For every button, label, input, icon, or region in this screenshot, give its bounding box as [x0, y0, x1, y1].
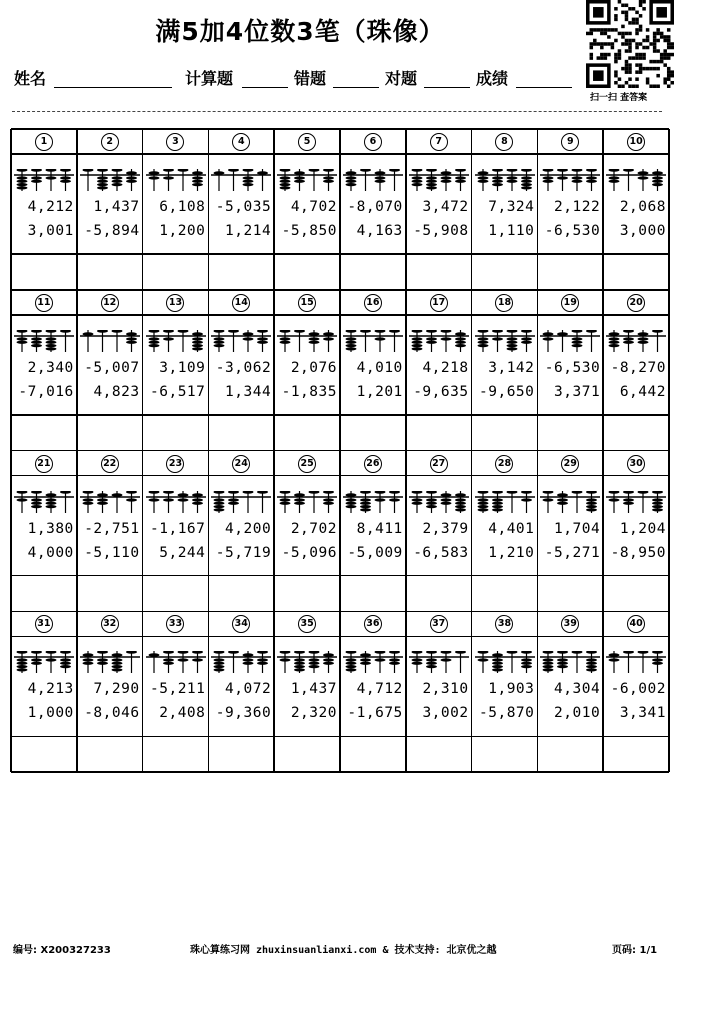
second-number: 1,210 — [488, 544, 535, 561]
problem-number: 5 — [298, 133, 316, 151]
problem-number: 2 — [101, 133, 119, 151]
abacus-image — [277, 330, 337, 352]
problem-number: 29 — [561, 455, 579, 473]
problem-cell — [77, 611, 143, 736]
count-label: 计算题 — [185, 69, 234, 88]
problem-cell — [537, 290, 603, 415]
first-number: -1,167 — [150, 520, 206, 537]
problem-grid — [11, 129, 669, 772]
problem-number: 34 — [232, 615, 250, 633]
problem-number: 32 — [101, 615, 119, 633]
grid-col-line — [273, 129, 275, 772]
problem-cell — [143, 611, 209, 736]
first-number: 4,712 — [356, 681, 403, 698]
abacus-image — [146, 169, 206, 191]
first-number: 7,290 — [93, 681, 140, 698]
problem-number: 26 — [364, 455, 382, 473]
second-number: 3,001 — [27, 223, 74, 239]
problem-number: 23 — [166, 455, 184, 473]
abacus-image — [409, 169, 469, 191]
problem-number: 12 — [101, 294, 119, 312]
problem-number: 36 — [364, 615, 382, 633]
problem-number: 28 — [495, 455, 513, 473]
problem-cell — [406, 451, 472, 576]
problem-number: 20 — [627, 294, 645, 312]
first-number: 8,411 — [356, 520, 403, 537]
problem-number: 35 — [298, 615, 316, 633]
footer-site: 珠心算练习网 zhuxinsuanlianxi.com & 技术支持: 北京优之越 — [190, 945, 497, 956]
abacus-image — [211, 651, 271, 673]
abacus-image — [475, 330, 535, 352]
first-number: 1,903 — [488, 681, 535, 698]
abacus-image — [606, 651, 666, 673]
second-number: 4,163 — [356, 223, 403, 239]
problem-cell — [406, 611, 472, 736]
second-number: -8,046 — [84, 705, 140, 722]
first-number: 3,109 — [159, 359, 206, 376]
right-field-line[interactable] — [424, 87, 470, 88]
abacus-image — [14, 651, 74, 673]
count-field-line[interactable] — [242, 87, 288, 88]
second-number: 1,110 — [488, 223, 535, 239]
grid-col-line — [405, 129, 407, 772]
score-label: 成绩 — [476, 69, 509, 88]
abacus-image — [211, 491, 271, 513]
second-number: -5,271 — [544, 544, 601, 561]
footer-page: 页码: 1/1 — [612, 945, 658, 956]
second-number: -6,583 — [413, 544, 469, 561]
problem-number: 3 — [166, 133, 184, 151]
problem-number: 38 — [495, 615, 513, 633]
second-number: -5,870 — [479, 705, 535, 722]
abacus-image — [343, 330, 403, 352]
problem-cell — [406, 129, 472, 254]
problem-cell — [208, 611, 274, 736]
problem-cell — [208, 451, 274, 576]
second-number: 3,371 — [554, 383, 601, 400]
wrong-label: 错题 — [294, 69, 327, 88]
abacus-image — [343, 169, 403, 191]
problem-cell — [208, 290, 274, 415]
first-number: 4,212 — [27, 199, 74, 215]
first-number: 2,076 — [290, 359, 337, 376]
abacus-image — [80, 651, 140, 673]
qr-caption: 扫一扫 查答案 — [590, 93, 648, 103]
problem-number: 14 — [232, 294, 250, 312]
problem-cell — [406, 290, 472, 415]
second-number: -1,675 — [347, 705, 403, 722]
abacus-image — [277, 651, 337, 673]
problem-number: 21 — [35, 455, 53, 473]
grid-col-line — [602, 129, 604, 772]
first-number: 4,304 — [554, 681, 601, 698]
second-number: 1,200 — [159, 223, 206, 239]
grid-col-line — [537, 129, 539, 772]
first-number: -5,007 — [84, 359, 140, 376]
problem-number: 13 — [166, 294, 184, 312]
second-number: -1,835 — [281, 383, 337, 400]
second-number: -9,635 — [413, 383, 469, 400]
first-number: 4,702 — [290, 199, 337, 215]
problem-cell — [340, 451, 406, 576]
problem-number: 17 — [430, 294, 448, 312]
abacus-image — [475, 491, 535, 513]
problem-number: 4 — [232, 133, 250, 151]
abacus-image — [409, 651, 469, 673]
problem-cell — [603, 451, 669, 576]
problem-cell — [340, 611, 406, 736]
second-number: -5,894 — [84, 223, 140, 239]
wrong-field-line[interactable] — [333, 87, 379, 88]
problem-number: 37 — [430, 615, 448, 633]
abacus-image — [80, 491, 140, 513]
first-number: 1,380 — [27, 520, 74, 537]
problem-cell — [472, 129, 538, 254]
first-number: 1,704 — [554, 520, 601, 537]
abacus-image — [277, 491, 337, 513]
second-number: -6,517 — [150, 383, 206, 400]
abacus-image — [475, 169, 535, 191]
second-number: 1,000 — [27, 705, 74, 722]
second-number: 1,214 — [225, 223, 272, 239]
first-number: 4,010 — [356, 359, 403, 376]
second-number: 2,320 — [290, 705, 337, 722]
second-number: -5,009 — [347, 544, 403, 561]
second-number: 3,002 — [422, 705, 469, 722]
problem-cell — [472, 451, 538, 576]
abacus-image — [146, 651, 206, 673]
second-number: 5,244 — [159, 544, 206, 561]
problem-number: 27 — [430, 455, 448, 473]
problem-cell — [274, 290, 340, 415]
second-number: 3,000 — [619, 223, 666, 239]
problem-cell — [340, 129, 406, 254]
problem-number: 6 — [364, 133, 382, 151]
abacus-image — [409, 330, 469, 352]
abacus-image — [540, 169, 600, 191]
cut-line — [12, 111, 662, 112]
problem-number: 8 — [495, 133, 513, 151]
problem-cell — [537, 451, 603, 576]
name-label: 姓名 — [14, 69, 47, 88]
second-number: 2,010 — [554, 705, 601, 722]
problem-number: 15 — [298, 294, 316, 312]
qr-code — [586, 0, 674, 88]
problem-cell — [11, 129, 77, 254]
second-number: 4,000 — [27, 544, 74, 561]
first-number: 3,142 — [488, 359, 535, 376]
grid-col-line — [471, 129, 473, 772]
problem-cell — [77, 290, 143, 415]
first-number: 2,702 — [290, 520, 337, 537]
second-number: -6,530 — [544, 223, 601, 239]
problem-number: 24 — [232, 455, 250, 473]
problem-number: 1 — [35, 133, 53, 151]
footer-code: 编号: X200327233 — [13, 945, 111, 956]
problem-cell — [274, 611, 340, 736]
problem-cell — [143, 290, 209, 415]
first-number: 7,324 — [488, 199, 535, 215]
first-number: 2,340 — [27, 359, 74, 376]
student-info-row — [14, 66, 584, 90]
second-number: 6,442 — [619, 383, 666, 400]
abacus-image — [211, 330, 271, 352]
first-number: -6,002 — [610, 681, 666, 698]
first-number: -3,062 — [215, 359, 272, 376]
problem-cell — [472, 611, 538, 736]
problem-number: 9 — [561, 133, 579, 151]
first-number: -8,270 — [610, 359, 666, 376]
abacus-image — [343, 651, 403, 673]
first-number: 1,437 — [290, 681, 337, 698]
second-number: -5,850 — [281, 223, 337, 239]
abacus-image — [80, 330, 140, 352]
first-number: 4,401 — [488, 520, 535, 537]
first-number: -5,035 — [215, 199, 272, 215]
grid-col-line — [339, 129, 341, 772]
problem-cell — [472, 290, 538, 415]
first-number: 2,068 — [619, 199, 666, 215]
abacus-image — [14, 169, 74, 191]
second-number: 3,341 — [619, 705, 666, 722]
problem-cell — [537, 129, 603, 254]
abacus-image — [277, 169, 337, 191]
first-number: -5,211 — [150, 681, 206, 698]
second-number: -5,096 — [281, 544, 337, 561]
abacus-image — [146, 330, 206, 352]
grid-col-line — [10, 129, 12, 772]
first-number: -6,530 — [544, 359, 601, 376]
first-number: 3,472 — [422, 199, 469, 215]
abacus-image — [409, 491, 469, 513]
page-title: 满5加4位数3笔（珠像） — [155, 17, 445, 46]
second-number: 1,344 — [225, 383, 272, 400]
problem-cell — [11, 290, 77, 415]
first-number: 4,200 — [225, 520, 272, 537]
second-number: -5,719 — [215, 544, 272, 561]
problem-cell — [274, 451, 340, 576]
problem-number: 22 — [101, 455, 119, 473]
problem-cell — [603, 129, 669, 254]
first-number: -2,751 — [84, 520, 140, 537]
problem-number: 25 — [298, 455, 316, 473]
abacus-image — [211, 169, 271, 191]
first-number: 1,204 — [619, 520, 666, 537]
second-number: -5,110 — [84, 544, 140, 561]
abacus-image — [606, 491, 666, 513]
problem-number: 19 — [561, 294, 579, 312]
problem-number: 10 — [627, 133, 645, 151]
second-number: -9,650 — [479, 383, 535, 400]
abacus-image — [14, 491, 74, 513]
problem-number: 16 — [364, 294, 382, 312]
problem-cell — [603, 611, 669, 736]
abacus-image — [606, 330, 666, 352]
problem-cell — [77, 451, 143, 576]
abacus-image — [540, 651, 600, 673]
problem-number: 18 — [495, 294, 513, 312]
abacus-image — [475, 651, 535, 673]
first-number: 4,213 — [27, 681, 74, 698]
second-number: -9,360 — [215, 705, 272, 722]
abacus-image — [80, 169, 140, 191]
abacus-image — [343, 491, 403, 513]
right-label: 对题 — [385, 69, 418, 88]
problem-cell — [340, 290, 406, 415]
problem-cell — [143, 451, 209, 576]
first-number: 4,072 — [225, 681, 272, 698]
problem-number: 33 — [166, 615, 184, 633]
first-number: 2,310 — [422, 681, 469, 698]
first-number: 6,108 — [159, 199, 206, 215]
abacus-image — [606, 169, 666, 191]
second-number: -7,016 — [18, 383, 74, 400]
abacus-image — [540, 330, 600, 352]
grid-col-line — [142, 129, 144, 772]
problem-cell — [77, 129, 143, 254]
first-number: 4,218 — [422, 359, 469, 376]
abacus-image — [540, 491, 600, 513]
second-number: -5,908 — [413, 223, 469, 239]
second-number: 2,408 — [159, 705, 206, 722]
name-field-line[interactable] — [54, 87, 172, 88]
grid-col-line — [668, 129, 670, 772]
problem-cell — [11, 451, 77, 576]
second-number: -8,950 — [610, 544, 666, 561]
problem-cell — [537, 611, 603, 736]
problem-cell — [603, 290, 669, 415]
problem-number: 11 — [35, 294, 53, 312]
grid-col-line — [208, 129, 210, 772]
problem-cell — [11, 611, 77, 736]
abacus-image — [146, 491, 206, 513]
problem-cell — [143, 129, 209, 254]
problem-number: 39 — [561, 615, 579, 633]
problem-number: 30 — [627, 455, 645, 473]
problem-number: 31 — [35, 615, 53, 633]
second-number: 1,201 — [356, 383, 403, 400]
problem-cell — [208, 129, 274, 254]
score-field-line[interactable] — [516, 87, 572, 88]
first-number: 1,437 — [93, 199, 140, 215]
first-number: 2,122 — [554, 199, 601, 215]
second-number: 4,823 — [93, 383, 140, 400]
first-number: 2,379 — [422, 520, 469, 537]
problem-cell — [274, 129, 340, 254]
abacus-image — [14, 330, 74, 352]
grid-col-line — [76, 129, 78, 772]
problem-number: 40 — [627, 615, 645, 633]
first-number: -8,070 — [347, 199, 403, 215]
problem-number: 7 — [430, 133, 448, 151]
